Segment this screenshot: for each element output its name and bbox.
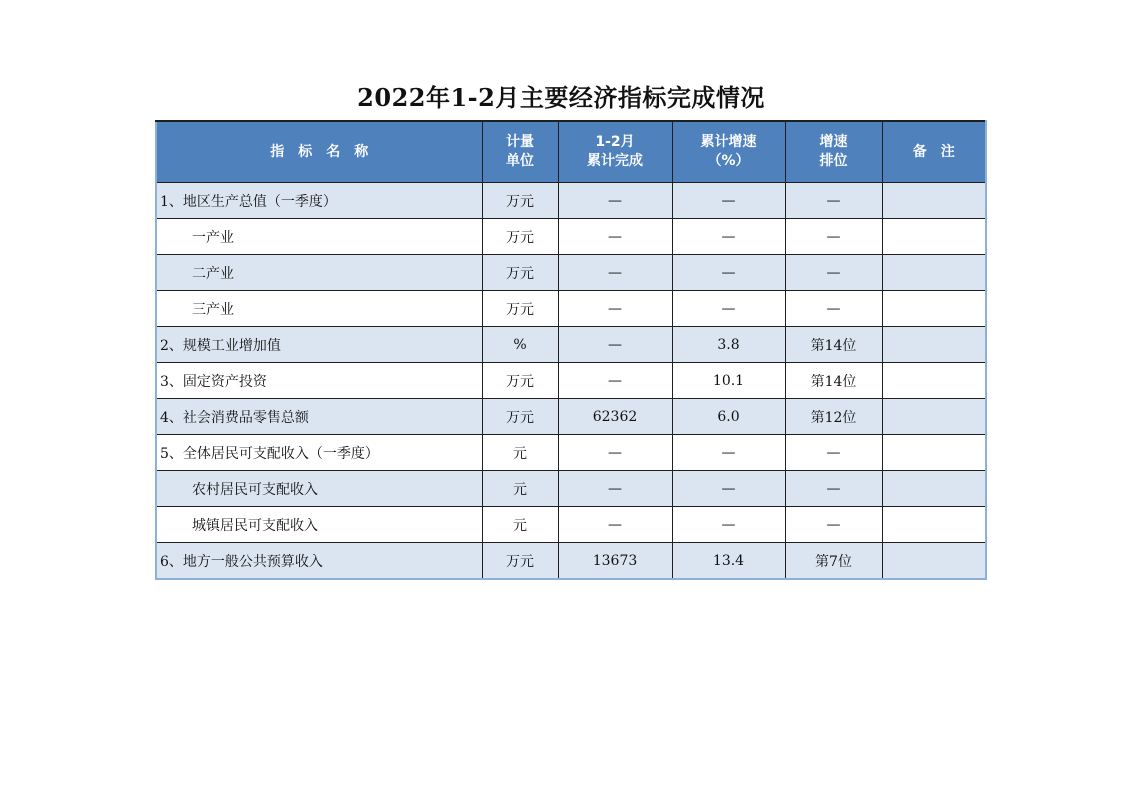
row-growth: — <box>672 255 785 291</box>
row-unit: 万元 <box>482 363 558 399</box>
row-remarks <box>882 327 986 363</box>
table-row <box>156 327 986 363</box>
row-completed: 62362 <box>558 399 672 435</box>
row-unit: 万元 <box>482 219 558 255</box>
row-indicator-name: 3、固定资产投资 <box>156 363 482 399</box>
row-growth: 6.0 <box>672 399 785 435</box>
row-indicator-name: 5、全体居民可支配收入（一季度） <box>156 435 482 471</box>
row-completed: 13673 <box>558 543 672 580</box>
row-growth: 3.8 <box>672 327 785 363</box>
row-indicator-name: 6、地方一般公共预算收入 <box>156 543 482 580</box>
row-growth: — <box>672 471 785 507</box>
row-indicator-name: 三产业 <box>156 291 482 327</box>
row-rank: 第14位 <box>785 363 882 399</box>
row-remarks <box>882 183 986 219</box>
row-unit: 万元 <box>482 291 558 327</box>
table-row <box>156 183 986 219</box>
row-completed: — <box>558 435 672 471</box>
row-indicator-name: 1、地区生产总值（一季度） <box>156 183 482 219</box>
table-header-row <box>156 121 986 183</box>
table-row <box>156 471 986 507</box>
row-completed: — <box>558 255 672 291</box>
row-growth: — <box>672 183 785 219</box>
row-indicator-name: 二产业 <box>156 255 482 291</box>
row-growth: — <box>672 435 785 471</box>
row-growth: 13.4 <box>672 543 785 580</box>
row-unit: 元 <box>482 471 558 507</box>
row-remarks <box>882 543 986 580</box>
row-rank: — <box>785 219 882 255</box>
row-remarks <box>882 219 986 255</box>
row-remarks <box>882 435 986 471</box>
row-rank: — <box>785 291 882 327</box>
row-indicator-name: 城镇居民可支配收入 <box>156 507 482 543</box>
row-completed: — <box>558 471 672 507</box>
row-rank: 第14位 <box>785 327 882 363</box>
row-completed: — <box>558 363 672 399</box>
row-unit: 元 <box>482 435 558 471</box>
row-unit: 万元 <box>482 399 558 435</box>
table-row <box>156 291 986 327</box>
row-completed: — <box>558 219 672 255</box>
header-growth-rank: 增速 排位 <box>785 121 882 183</box>
row-rank: — <box>785 435 882 471</box>
table-row <box>156 363 986 399</box>
row-indicator-name: 一产业 <box>156 219 482 255</box>
page-title: 2022年1-2月主要经济指标完成情况 <box>357 83 765 112</box>
header-unit: 计量 单位 <box>482 121 558 183</box>
header-cumulative-growth: 累计增速 （%） <box>672 121 785 183</box>
row-growth: 10.1 <box>672 363 785 399</box>
row-rank: — <box>785 183 882 219</box>
row-remarks <box>882 399 986 435</box>
row-unit: 万元 <box>482 255 558 291</box>
row-growth: — <box>672 291 785 327</box>
row-indicator-name: 2、规模工业增加值 <box>156 327 482 363</box>
row-completed: — <box>558 507 672 543</box>
row-rank: — <box>785 255 882 291</box>
row-remarks <box>882 363 986 399</box>
table-row <box>156 543 986 580</box>
row-rank: — <box>785 471 882 507</box>
row-indicator-name: 农村居民可支配收入 <box>156 471 482 507</box>
table-row <box>156 507 986 543</box>
table-row <box>156 435 986 471</box>
row-remarks <box>882 255 986 291</box>
table-row <box>156 219 986 255</box>
row-completed: — <box>558 291 672 327</box>
row-indicator-name: 4、社会消费品零售总额 <box>156 399 482 435</box>
row-rank: 第12位 <box>785 399 882 435</box>
row-remarks <box>882 471 986 507</box>
header-indicator-name: 指 标 名 称 <box>156 121 482 183</box>
header-cumulative-completed: 1-2月 累计完成 <box>558 121 672 183</box>
row-rank: 第7位 <box>785 543 882 580</box>
header-remarks: 备 注 <box>882 121 986 183</box>
row-unit: 元 <box>482 507 558 543</box>
row-unit: 万元 <box>482 183 558 219</box>
row-completed: — <box>558 327 672 363</box>
row-completed: — <box>558 183 672 219</box>
row-growth: — <box>672 219 785 255</box>
row-rank: — <box>785 507 882 543</box>
row-unit: 万元 <box>482 543 558 580</box>
indicators-table <box>155 120 987 580</box>
table-row <box>156 399 986 435</box>
row-growth: — <box>672 507 785 543</box>
row-remarks <box>882 507 986 543</box>
row-unit: % <box>482 327 558 363</box>
table-row <box>156 255 986 291</box>
row-remarks <box>882 291 986 327</box>
